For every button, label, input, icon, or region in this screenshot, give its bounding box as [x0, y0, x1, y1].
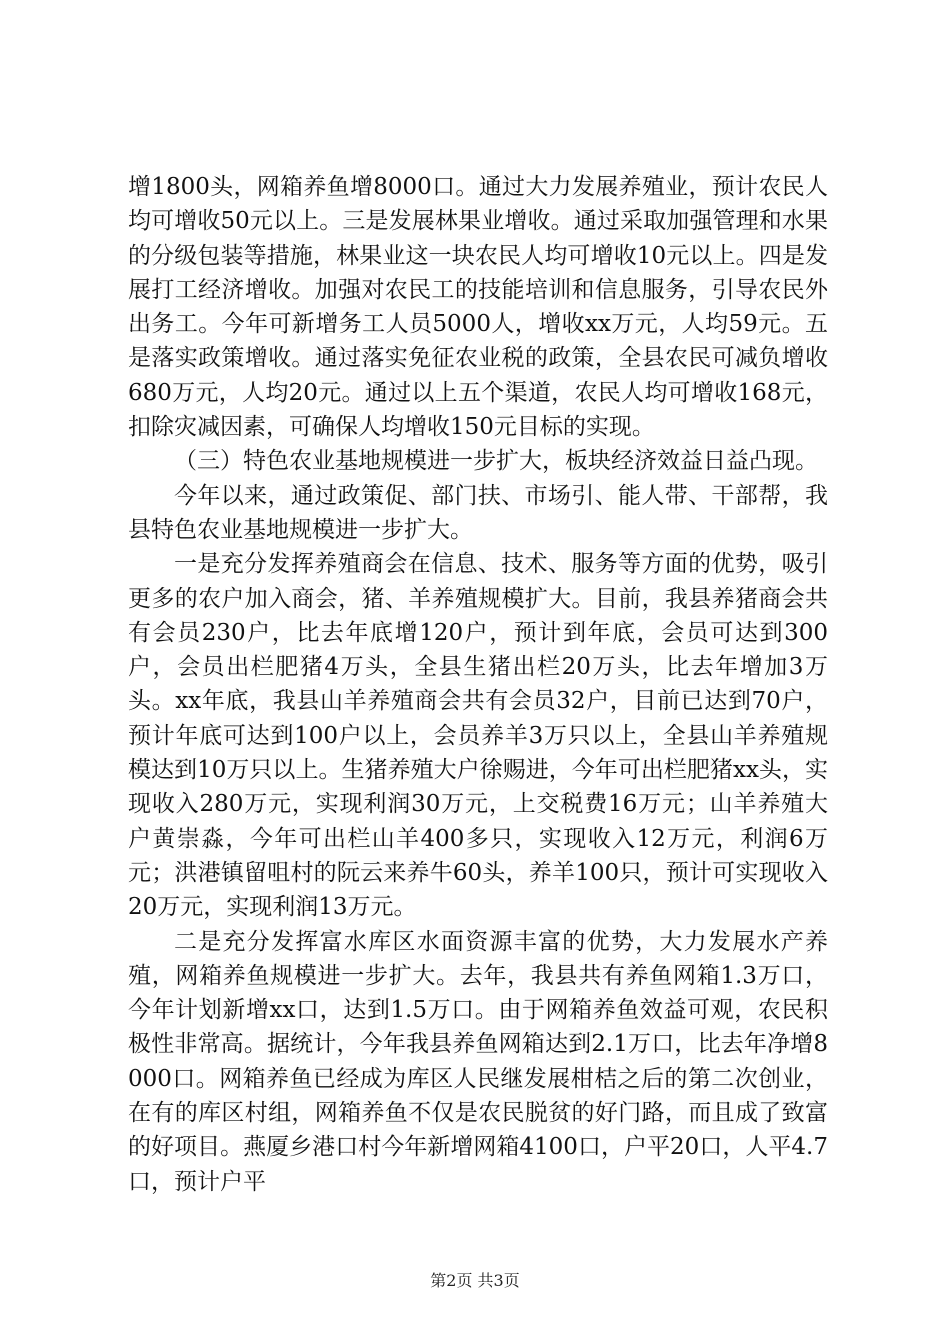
paragraph-1: 增1800头，网箱养鱼增8000口。通过大力发展养殖业，预计农民人均可增收50元以上。三是发展林果业增收。通过采取加强管理和水果的分级包装等措施，林果业这一块农民人均可增收10元以上。四是发展打工经济增收。加强对农民工的技能培训和信息服务，引导农民外出务工。今年可新增务工人员5000人，增收xx万元，人均59元。五是落实政策增收。通过落实免征农业税的政策，全县农民可减负增收680万元，人均20元。通过以上五个渠道，农民人均可增收168元，扣除灾减因素，可确保人均增收150元目标的实现。 [128, 174, 828, 441]
section-heading-3: （三）特色农业基地规模进一步扩大，板块经济效益日益凸现。 [174, 448, 818, 475]
paragraph-2: 今年以来，通过政策促、部门扶、市场引、能人带、干部帮，我县特色农业基地规模进一步扩大。 [128, 482, 828, 543]
paragraph-4: 二是充分发挥富水库区水面资源丰富的优势，大力发展水产养殖，网箱养鱼规模进一步扩大。去年，我县共有养鱼网箱1.3万口，今年计划新增xx口，达到1.5万口。由于网箱养鱼效益可观，农民积极性非常高。据统计，今年我县养鱼网箱达到2.1万口，比去年净增8000口。网箱养鱼已经成为库区人民继发展柑桔之后的第二次创业，在有的库区村组，网箱养鱼不仅是农民脱贫的好门路，而且成了致富的好项目。燕厦乡港口村今年新增网箱4100口，户平20口，人平4.7口，预计户平 [128, 928, 828, 1195]
page-footer: 第2页 共3页 [430, 1271, 520, 1290]
document-body [128, 170, 828, 1199]
paragraph-3: 一是充分发挥养殖商会在信息、技术、服务等方面的优势，吸引更多的农户加入商会，猪、羊养殖规模扩大。目前，我县养猪商会共有会员230户，比去年底增120户，预计到年底，会员可达到300户，会员出栏肥猪4万头，全县生猪出栏20万头，比去年增加3万头。xx年底，我县山羊养殖商会共有会员32户，目前已达到70户，预计年底可达到100户以上，会员养羊3万只以上，全县山羊养殖规模达到10万只以上。生猪养殖大户徐赐进，今年可出栏肥猪xx头，实现收入280万元，实现利润30万元，上交税费16万元；山羊养殖大户黄崇淼，今年可出栏山羊400多只，实现收入12万元，利润6万元；洪港镇留咀村的阮云来养牛60头，养羊100只，预计可实现收入20万元，实现利润13万元。 [128, 551, 828, 921]
